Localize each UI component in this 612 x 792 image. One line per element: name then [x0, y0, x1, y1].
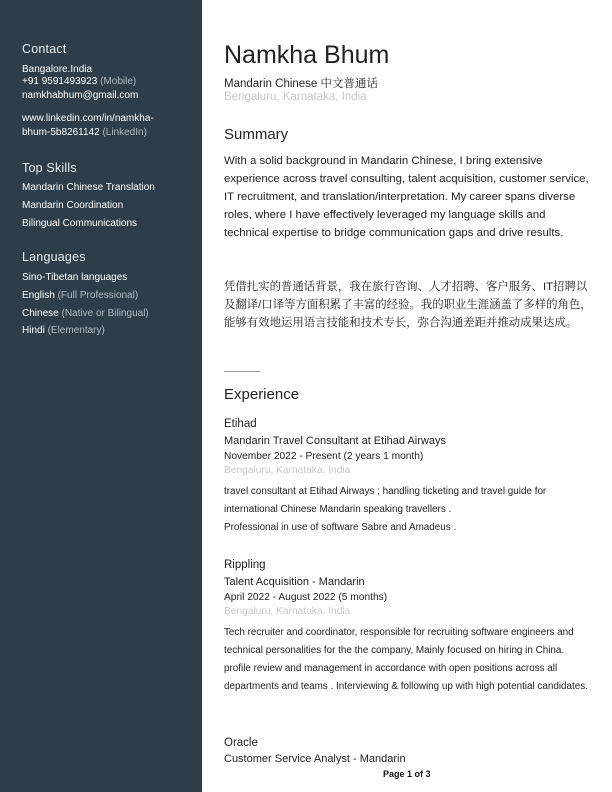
job-title: Customer Service Analyst - Mandarin: [224, 753, 406, 765]
linkedin-label: (LinkedIn): [102, 127, 147, 138]
profile-headline: Mandarin Chinese 中文普通话: [224, 78, 379, 90]
language-name: Hindi: [22, 325, 45, 336]
language-level: (Native or Bilingual): [61, 308, 149, 319]
job-description: travel consultant at Etihad Airways ; handling ticketing and travel guide for international Chinese Mandarin speaking travellers . Professional in use of software Sabre and Amadeus .: [224, 486, 547, 533]
top-skills-heading: Top Skills: [22, 161, 77, 175]
sidebar: [0, 0, 202, 792]
contact-email[interactable]: namkhabhum@gmail.com: [22, 90, 139, 101]
job-location: Bengaluru, Karnataka, India: [224, 606, 351, 617]
linkedin-link-line2[interactable]: [22, 127, 147, 139]
job-location: Bengaluru, Karnataka, India: [224, 465, 351, 476]
language-item: [22, 290, 138, 302]
language-item: [22, 308, 149, 320]
language-name: English: [22, 290, 55, 301]
skill-item: Mandarin Chinese Translation: [22, 182, 155, 193]
contact-heading: Contact: [22, 42, 67, 56]
job-company: Rippling: [224, 559, 266, 571]
summary-heading: Summary: [224, 126, 289, 143]
language-level: (Full Professional): [57, 290, 139, 301]
summary-english: With a solid background in Mandarin Chinese, I bring extensive experience across travel consulting, talent acquisition, customer service, IT recruitment, and translation/interpretation. My career spans diverse roles, where I have effectively leveraged my language skills and technical expertise to bridge communication gaps and drive results.: [224, 155, 589, 239]
profile-name: Namkha Bhum: [224, 41, 390, 69]
skill-item: Mandarin Coordination: [22, 200, 124, 211]
phone-label: (Mobile): [100, 76, 137, 87]
language-item: [22, 325, 105, 337]
linkedin-link-line1[interactable]: www.linkedin.com/in/namkha-: [22, 113, 154, 124]
contact-phone: [22, 76, 136, 88]
language-item: [22, 272, 127, 284]
page-number: Page 1 of 3: [383, 769, 431, 779]
section-divider: [224, 371, 260, 372]
language-name: Sino-Tibetan languages: [22, 272, 128, 283]
job-title: Mandarin Travel Consultant at Etihad Airways: [224, 435, 446, 447]
job-description: Tech recruiter and coordinator, responsible for recruiting software engineers and technical personalities for the the company, Mainly focused on hiring in China. profile review and management in accordance with open positions across all departments and teams . Interviewing & following up with high potential candidates.: [224, 627, 588, 692]
phone-number: +91 9591493923: [22, 76, 98, 87]
job-dates: November 2022 - Present (2 years 1 month): [224, 451, 424, 462]
summary-chinese: 凭借扎实的普通话背景，我在旅行咨询、人才招聘、客户服务、IT招聘以及翻译/口译等方面积累了丰富的经验。我的职业生涯涵盖了多样的角色，能够有效地运用语言技能和技术专长，弥合沟通差距并推动成果达成。: [224, 281, 592, 329]
linkedin-handle[interactable]: bhum-5b8261142: [22, 127, 100, 138]
experience-heading: Experience: [224, 386, 300, 403]
profile-location: Bengaluru, Karnataka, India: [224, 91, 367, 103]
language-level: (Elementary): [47, 325, 105, 336]
job-company: Etihad: [224, 418, 257, 430]
job-company: Oracle: [224, 737, 258, 749]
languages-heading: Languages: [22, 250, 86, 264]
language-name: Chinese: [22, 308, 59, 319]
skill-item: Bilingual Communications: [22, 218, 138, 229]
job-title: Talent Acquisition - Mandarin: [224, 576, 365, 588]
contact-location: Bangalore.India: [22, 64, 93, 75]
job-dates: April 2022 - August 2022 (5 months): [224, 592, 388, 603]
